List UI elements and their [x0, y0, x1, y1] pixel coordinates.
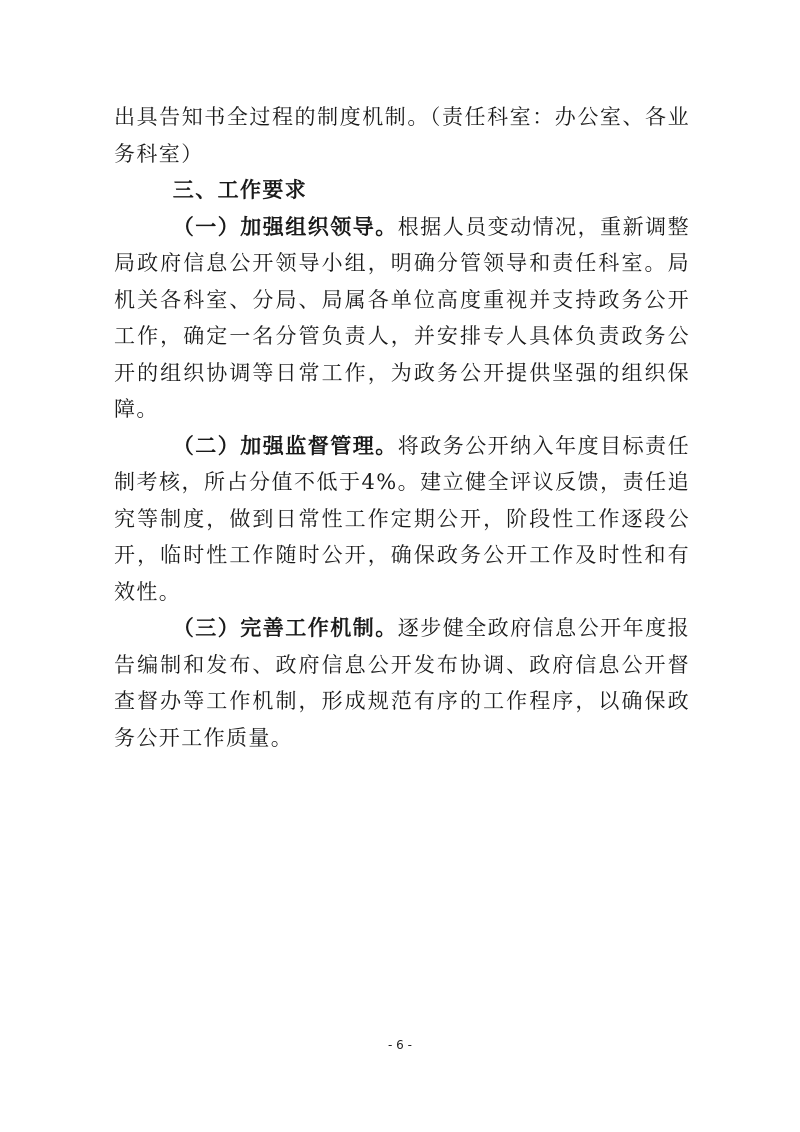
requirement-item-2-lead: （二）加强监督管理。: [172, 433, 398, 458]
continuation-paragraph: 出具告知书全过程的制度机制。（责任科室：办公室、各业务科室）: [114, 105, 690, 166]
page-number: - 6 -: [388, 1038, 412, 1052]
requirement-item-2: [114, 428, 690, 611]
requirement-item-3-lead: （三）完善工作机制。: [172, 616, 398, 640]
requirement-item-1: [114, 209, 690, 428]
requirement-item-3: [114, 610, 690, 756]
document-body: [114, 99, 690, 756]
section-heading: 三、工作要求: [172, 178, 308, 202]
requirement-item-1-lead: （一）加强组织领导。: [172, 214, 398, 239]
requirement-item-1-text: 根据人员变动情况，重新调整局政府信息公开领导小组，明确分管领导和责任科室。局机关各科室、分局、局属各单位高度重视并支持政务公开工作，确定一名分管负责人，并安排专人具体负责政务公开的组织协调等日常工作，为政务公开提供坚强的组织保障。: [114, 214, 691, 421]
requirement-item-3-text: 逐步健全政府信息公开年度报告编制和发布、政府信息公开发布协调、政府信息公开督查督办等工作机制，形成规范有序的工作程序，以确保政务公开工作质量。: [114, 616, 691, 750]
requirement-item-2-text: 将政务公开纳入年度目标责任制考核，所占分值不低于4%。建立健全评议反馈，责任追究等制度，做到日常性工作定期公开，阶段性工作逐段公开，临时性工作随时公开，确保政务公开工作及时性和有效性。: [114, 433, 691, 604]
